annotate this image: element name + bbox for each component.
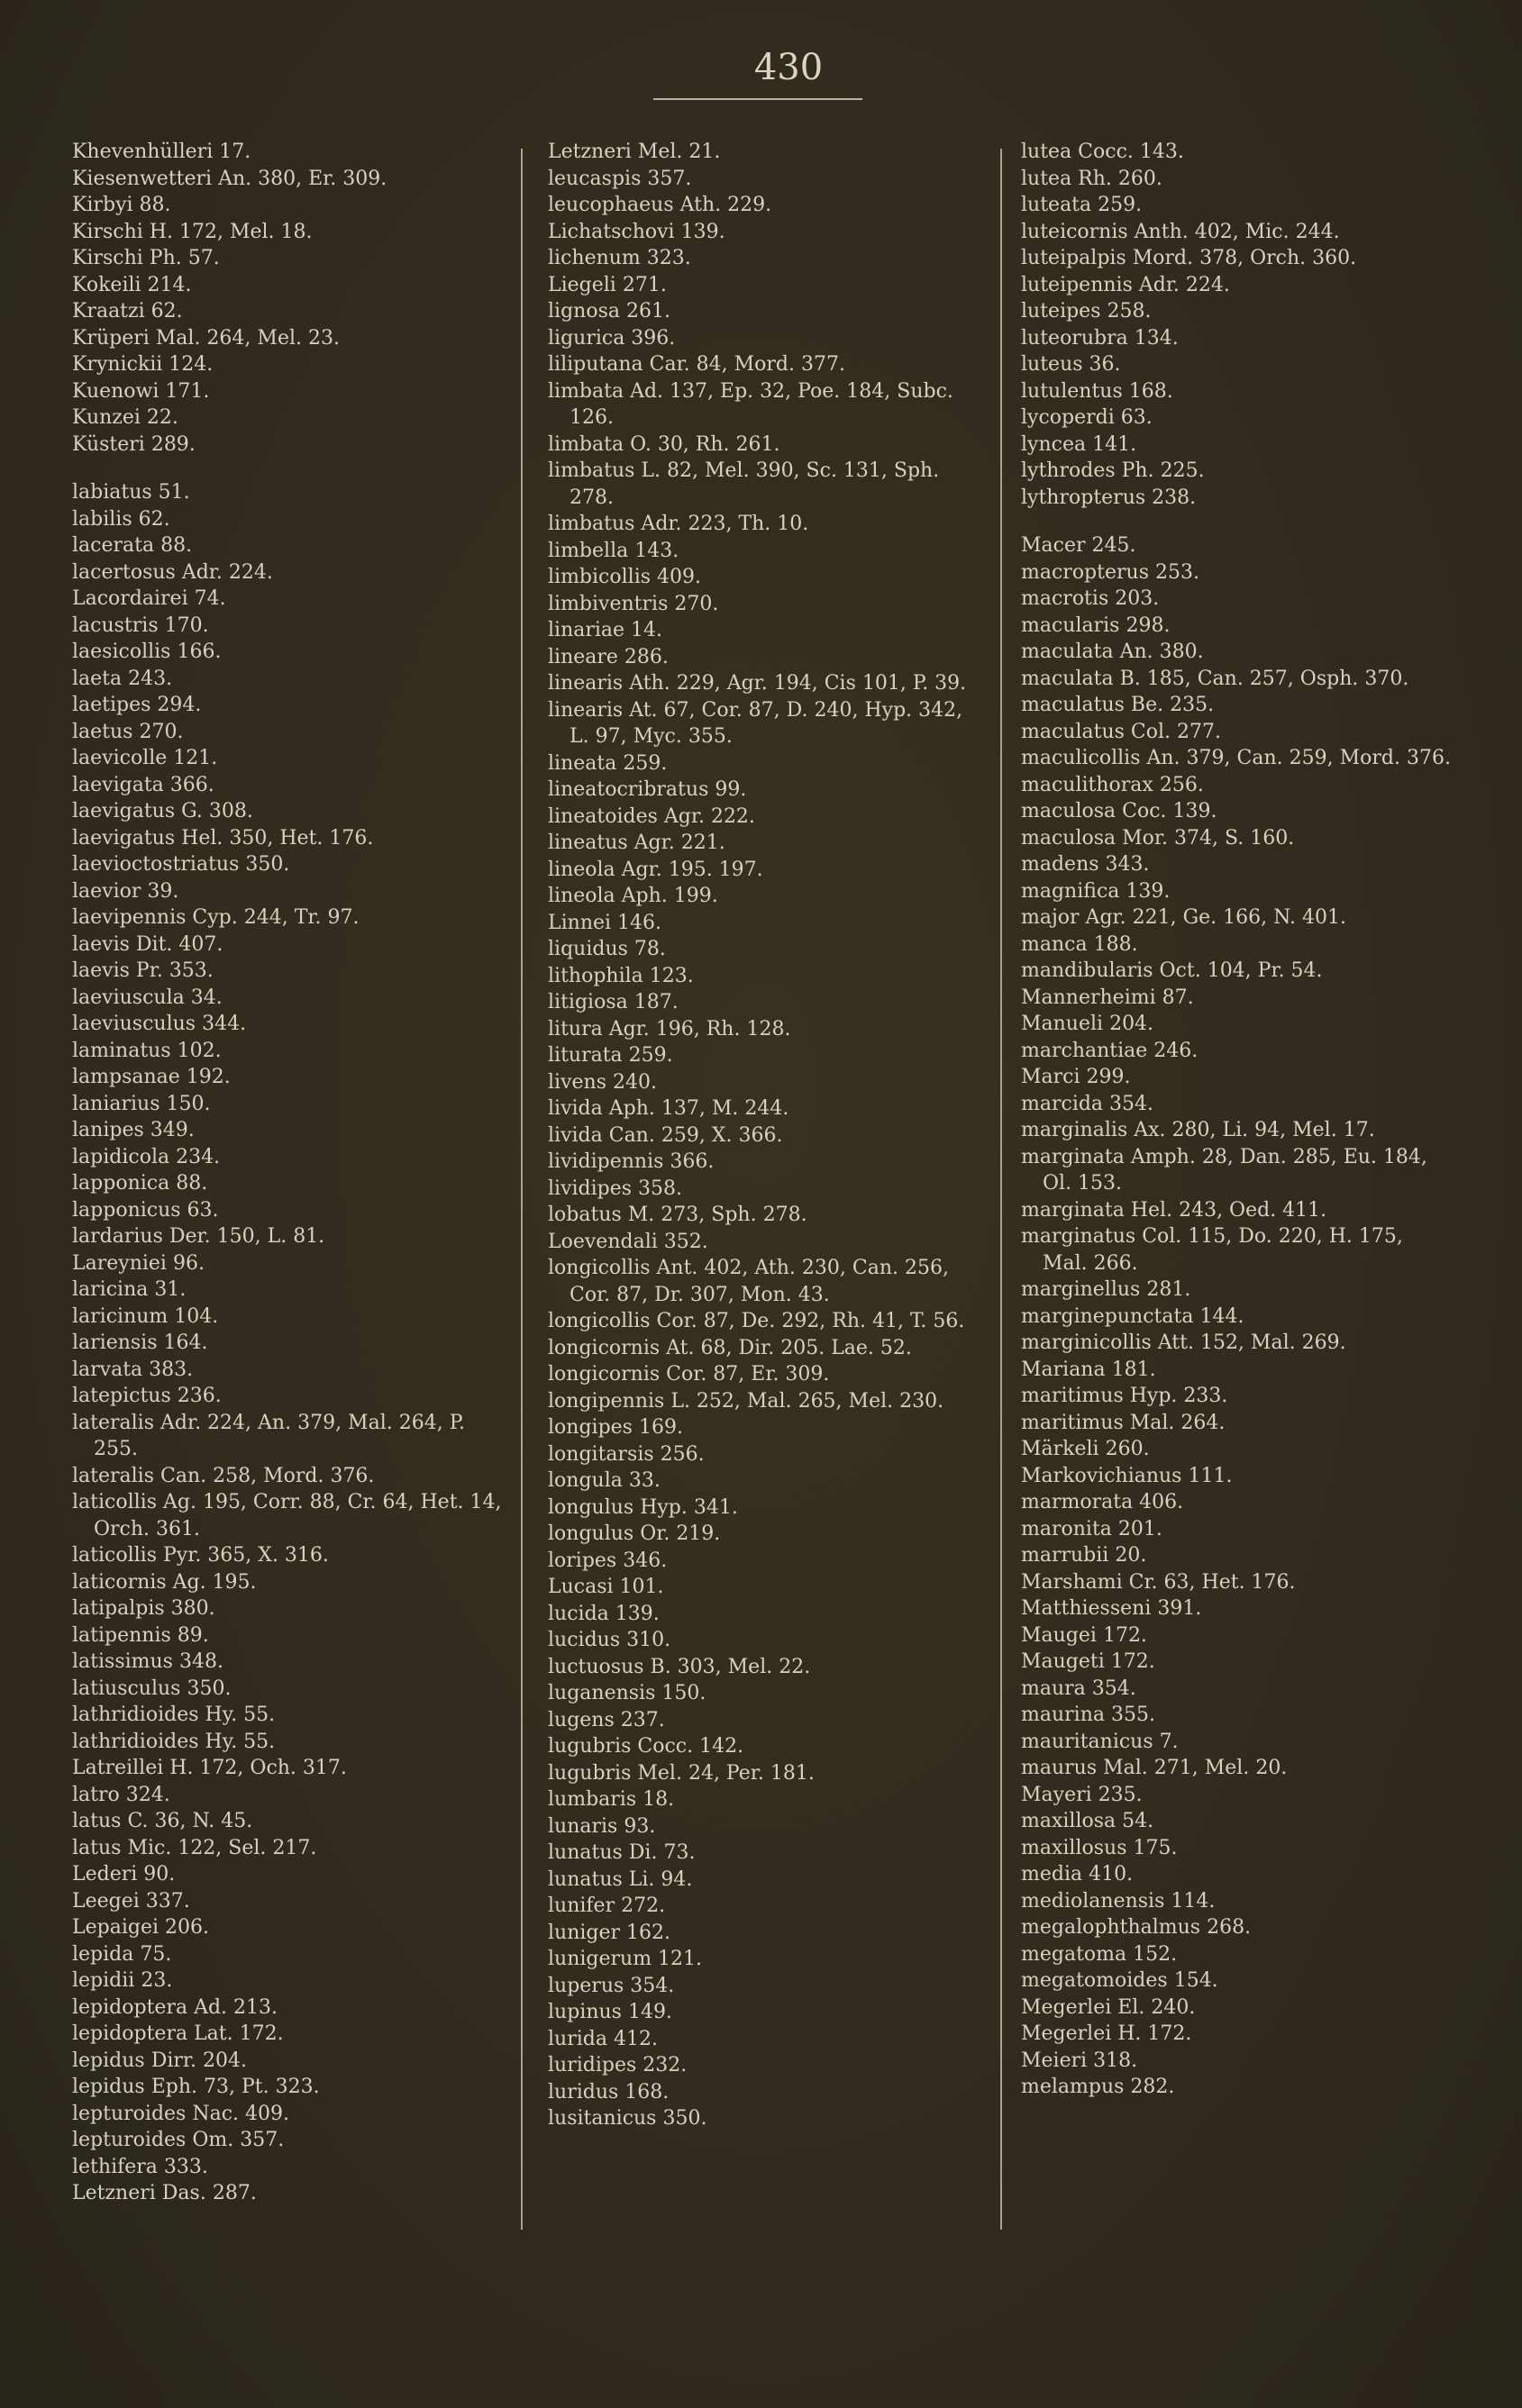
index-entry: lutea Cocc. 143. (1021, 141, 1184, 163)
index-entry: luteus 36. (1021, 353, 1121, 376)
index-entry: luteipes 258. (1021, 300, 1152, 323)
index-entry: Manueli 204. (1021, 1013, 1154, 1035)
index-entry: latiusculus 350. (72, 1677, 232, 1700)
index-entry: Marshami Cr. 63, Het. 176. (1021, 1570, 1296, 1594)
index-entry: laticollis Pyr. 365, X. 316. (72, 1544, 329, 1567)
index-entry: luniger 162. (548, 1921, 671, 1944)
index-entry: longulus Or. 219. (548, 1522, 721, 1545)
index-entry: laevior 39. (72, 879, 179, 903)
index-entry: marmorata 406. (1021, 1491, 1184, 1513)
index-entry: lunatus Li. 94. (548, 1867, 693, 1891)
index-entry: Leegei 337. (72, 1889, 190, 1913)
index-entry: luganensis 150. (548, 1682, 706, 1704)
index-entry: luteipalpis Mord. 378, Orch. 360. (1021, 247, 1357, 269)
index-entry: lutulentus 168. (1021, 379, 1173, 403)
index-entry: Kuenowi 171. (72, 379, 210, 403)
index-entry: Kirbyi 88. (72, 194, 171, 216)
index-entry: mauritanicus 7. (1021, 1730, 1179, 1753)
index-entry: lethifera 333. (72, 2155, 208, 2178)
index-entry: laeviuscula 34. (72, 986, 223, 1009)
index-entry: lathridioides Hy. 55. (72, 1730, 276, 1753)
index-entry: lurida 412. (548, 2027, 658, 2050)
index-entry: maculatus Col. 277. (1021, 720, 1221, 743)
index-entry: lepidus Dirr. 204. (72, 2049, 247, 2072)
index-entry: Mariana 181. (1021, 1358, 1156, 1381)
index-entry: livida Can. 259, X. 366. (548, 1123, 783, 1147)
index-entry: macropterus 253. (1021, 560, 1199, 584)
index-entry: Lareyniei 96. (72, 1251, 205, 1275)
index-entry: media 410. (1021, 1863, 1134, 1886)
index-entry: melampus 282. (1021, 2076, 1175, 2098)
index-entry: marrubii 20. (1021, 1544, 1147, 1567)
index-entry: maculata B. 185, Can. 257, Osph. 370. (1021, 667, 1409, 690)
index-entry: lepida 75. (72, 1942, 172, 1966)
index-entry: longitarsis 256. (548, 1442, 705, 1466)
index-entry: Kiesenwetteri An. 380, Er. 309. (72, 167, 387, 190)
index-entry: laevigatus Hel. 350, Het. 176. (72, 826, 374, 850)
index-entry: lathridioides Hy. 55. (72, 1704, 276, 1726)
index-entry: lampsanae 192. (72, 1066, 231, 1088)
index-entry: limbiventris 270. (548, 592, 719, 615)
index-entry: Kirschi Ph. 57. (72, 247, 220, 269)
index-entry: lupinus 149. (548, 2001, 672, 2023)
index-entry: marginicollis Att. 152, Mal. 269. (1021, 1331, 1346, 1354)
index-entry: magnifica 139. (1021, 879, 1171, 903)
index-entry: livida Aph. 137, M. 244. (548, 1097, 789, 1120)
index-entry: limbatus Adr. 223, Th. 10. (548, 513, 809, 535)
index-entry: maxillosa 54. (1021, 1810, 1154, 1832)
index-entry: Lacordairei 74. (72, 587, 226, 610)
index-entry: laricina 31. (72, 1278, 187, 1301)
index-entry: luridus 168. (548, 2080, 670, 2104)
index-entry: lythropterus 238. (1021, 486, 1197, 509)
index-entry: Kirschi H. 172, Mel. 18. (72, 220, 313, 243)
index-entry: Loevendali 352. (548, 1230, 708, 1253)
index-entry: mandibularis Oct. 104, Pr. 54. (1021, 959, 1323, 982)
index-entry: marginatus Col. 115, Do. 220, H. 175, Mal. 266. (1021, 1225, 1403, 1275)
index-entry: larvata 383. (72, 1358, 194, 1381)
index-entry: limbata O. 30, Rh. 261. (548, 432, 780, 456)
index-entry: latro 324. (72, 1783, 170, 1806)
index-entry: madens 343. (1021, 853, 1150, 876)
index-entry: Letzneri Mel. 21. (548, 141, 721, 163)
index-entry: Lichatschovi 139. (548, 220, 725, 243)
index-entry: marginata Hel. 243, Oed. 411. (1021, 1198, 1327, 1222)
index-entry: liturata 259. (548, 1044, 673, 1067)
index-entry: lignosa 261. (548, 300, 670, 323)
index-entry: linariae 14. (548, 619, 663, 641)
index-entry: luteicornis Anth. 402, Mic. 244. (1021, 220, 1340, 243)
index-entry: lividipennis 366. (548, 1150, 715, 1173)
index-entry: Kraatzi 62. (72, 300, 183, 323)
index-entry: luctuosus B. 303, Mel. 22. (548, 1655, 811, 1678)
index-entry: Kunzei 22. (72, 406, 178, 429)
index-entry: Megerlei El. 240. (1021, 1995, 1196, 2019)
index-entry: leucaspis 357. (548, 167, 692, 190)
index-entry: leucophaeus Ath. 229. (548, 194, 772, 216)
index-entry: laeviusculus 344. (72, 1013, 247, 1035)
index-entry: Liegeli 271. (548, 273, 667, 296)
index-entry: lariensis 164. (72, 1331, 208, 1354)
index-entry: lineare 286. (548, 645, 669, 668)
index-entry: maritimus Mal. 264. (1021, 1411, 1226, 1434)
index-entry: lineatocribratus 99. (548, 778, 747, 801)
index-entry: lichenum 323. (548, 247, 691, 269)
index-entry: lacerata 88. (72, 534, 193, 557)
index-entry: Mayeri 235. (1021, 1783, 1143, 1806)
index-entry: luridipes 232. (548, 2054, 688, 2076)
page-number: 430 (753, 47, 824, 88)
index-entry: lineola Aph. 199. (548, 885, 718, 907)
index-entry: laevioctostriatus 350. (72, 853, 290, 876)
index-entry: limbata Ad. 137, Ep. 32, Poe. 184, Subc. 126. (548, 379, 953, 429)
index-entry: Matthiesseni 391. (1021, 1597, 1202, 1620)
index-entry: liliputana Car. 84, Mord. 377. (548, 353, 845, 376)
index-entry: maculithorax 256. (1021, 773, 1204, 796)
index-entry: lugens 237. (548, 1708, 665, 1731)
index-entry: lepturoides Nac. 409. (72, 2102, 289, 2125)
index-entry: laevipennis Cyp. 244, Tr. 97. (72, 906, 360, 929)
index-entry: Letzneri Das. 287. (72, 2182, 257, 2204)
index-entry: marcida 354. (1021, 1092, 1154, 1115)
index-entry: longicollis Cor. 87, De. 292, Rh. 41, T. 56. (548, 1310, 965, 1332)
index-entry: lunatus Di. 73. (548, 1841, 696, 1864)
index-entry: lepidoptera Lat. 172. (72, 2022, 284, 2045)
index-entry: longicornis Cor. 87, Er. 309. (548, 1363, 830, 1386)
index-entry: laminatus 102. (72, 1039, 222, 1062)
index-entry: laetipes 294. (72, 694, 202, 716)
index-entry: Megerlei H. 172. (1021, 2022, 1192, 2045)
index-entry: maculicollis An. 379, Can. 259, Mord. 376. (1021, 747, 1451, 769)
index-entry: longicollis Ant. 402, Ath. 230, Can. 256, Cor. 87, Dr. 307, Mon. 43. (548, 1257, 949, 1306)
index-entry: labilis 62. (72, 507, 170, 531)
index-entry: longicornis At. 68, Dir. 205. Lae. 52. (548, 1336, 912, 1359)
index-entry: luteorubra 134. (1021, 326, 1179, 350)
index-entry: maurus Mal. 271, Mel. 20. (1021, 1757, 1288, 1779)
index-entry: mediolanensis 114. (1021, 1889, 1216, 1913)
index-entry: laevigatus G. 308. (72, 800, 253, 822)
index-entry: laesicollis 166. (72, 641, 222, 663)
index-entry: latus Mic. 122, Sel. 217. (72, 1836, 317, 1859)
index-entry: lineatus Agr. 221. (548, 831, 725, 854)
index-entry: Linnei 146. (548, 911, 662, 934)
index-entry: litigiosa 187. (548, 991, 679, 1013)
index-entry: Marci 299. (1021, 1066, 1131, 1088)
index-entry: macularis 298. (1021, 613, 1171, 637)
index-entry: lineatoides Agr. 222. (548, 804, 755, 828)
index-entry: marginata Amph. 28, Dan. 285, Eu. 184, Ol. 153. (1021, 1145, 1427, 1195)
index-entry: litura Agr. 196, Rh. 128. (548, 1017, 791, 1040)
index-entry: lanipes 349. (72, 1119, 195, 1141)
index-entry: laetus 270. (72, 720, 184, 743)
index-entry: latipennis 89. (72, 1623, 209, 1647)
index-entry: maurina 355. (1021, 1704, 1155, 1726)
index-entry: labiatus 51. (72, 481, 190, 504)
index-entry: megatomoides 154. (1021, 1969, 1218, 1992)
index-entry: macrotis 203. (1021, 587, 1160, 610)
index-entry: lapidicola 234. (72, 1145, 221, 1168)
index-entry: Khevenhülleri 17. (72, 141, 251, 163)
index-entry: Maugei 172. (1021, 1623, 1147, 1647)
index-entry: lunaris 93. (548, 1814, 656, 1838)
index-entry: Kokeili 214. (72, 273, 192, 296)
index-entry: lutea Rh. 260. (1021, 167, 1162, 190)
index-entry: loripes 346. (548, 1549, 668, 1572)
index-entry: maculosa Coc. 139. (1021, 800, 1217, 822)
index-entry: limbicollis 409. (548, 566, 701, 588)
index-entry: maxillosus 175. (1021, 1836, 1178, 1859)
index-entry: lapponica 88. (72, 1172, 208, 1195)
index-entry: luperus 354. (548, 1974, 675, 1997)
index-column-2 (548, 139, 980, 2132)
index-entry: Krynickii 124. (72, 353, 214, 376)
index-entry: lapponicus 63. (72, 1198, 219, 1222)
index-entry: latipalpis 380. (72, 1597, 215, 1620)
index-entry: lugubris Cocc. 142. (548, 1735, 744, 1758)
index-entry: lugubris Mel. 24, Per. 181. (548, 1761, 815, 1785)
index-entry: limbatus L. 82, Mel. 390, Sc. 131, Sph. 278. (548, 459, 940, 509)
index-entry: lunifer 272. (548, 1895, 666, 1917)
index-entry: lepidus Eph. 73, Pt. 323. (72, 2076, 320, 2098)
index-entry: megalophthalmus 268. (1021, 1916, 1252, 1939)
index-entry: maura 354. (1021, 1677, 1136, 1700)
index-entry: lardarius Der. 150, L. 81. (72, 1225, 325, 1248)
index-column-1 (72, 139, 505, 2207)
index-entry: latepictus 236. (72, 1385, 222, 1407)
index-entry: lacustris 170. (72, 613, 209, 637)
index-entry: lucidus 310. (548, 1629, 671, 1651)
index-entry: major Agr. 221, Ge. 166, N. 401. (1021, 906, 1346, 929)
index-column-3 (1021, 139, 1454, 2101)
index-entry: linearis At. 67, Cor. 87, D. 240, Hyp. 342, L. 97, Myc. 355. (548, 698, 963, 748)
index-entry: lateralis Adr. 224, An. 379, Mal. 264, P. 255. (72, 1411, 466, 1460)
index-entry: lateralis Can. 258, Mord. 376. (72, 1464, 375, 1487)
index-entry: luteata 259. (1021, 194, 1143, 216)
index-entry: laticornis Ag. 195. (72, 1570, 257, 1594)
index-entry: Markovichianus 111. (1021, 1464, 1233, 1487)
index-entry: liquidus 78. (548, 938, 666, 960)
index-entry: longipes 169. (548, 1416, 683, 1439)
index-entry: livens 240. (548, 1070, 657, 1094)
index-entry: luteipennis Adr. 224. (1021, 273, 1230, 296)
page-number-rule (653, 98, 862, 100)
index-entry: lineola Agr. 195. 197. (548, 858, 763, 881)
index-entry: maculata An. 380. (1021, 641, 1204, 663)
index-entry: marginalis Ax. 280, Li. 94, Mel. 17. (1021, 1119, 1375, 1141)
index-entry: lythrodes Ph. 225. (1021, 459, 1205, 482)
index-entry: lepidoptera Ad. 213. (72, 1995, 278, 2019)
index-entry: maronita 201. (1021, 1517, 1162, 1540)
index-entry: Macer 245. (1021, 534, 1136, 557)
index-entry: megatoma 152. (1021, 1942, 1178, 1966)
index-entry: Lucasi 101. (548, 1576, 664, 1598)
index-entry: limbella 143. (548, 539, 679, 562)
index-entry: lepidii 23. (72, 1969, 173, 1992)
index-entry: maculosa Mor. 374, S. 160. (1021, 826, 1295, 850)
index-entry: lineata 259. (548, 751, 668, 775)
column-divider (521, 149, 523, 2230)
index-entry: longulus Hyp. 341. (548, 1495, 738, 1519)
index-entry: linearis Ath. 229, Agr. 194, Cis 101, P. 39. (548, 672, 967, 695)
index-entry: laevicolle 121. (72, 747, 218, 769)
index-entry: laricinum 104. (72, 1304, 219, 1328)
index-entry: latissimus 348. (72, 1650, 223, 1673)
index-entry: lumbaris 18. (548, 1788, 675, 1811)
index-entry: lyncea 141. (1021, 432, 1137, 456)
index-entry: manca 188. (1021, 932, 1138, 956)
index-entry: Latreillei H. 172, Och. 317. (72, 1757, 347, 1779)
index-entry: Küsteri 289. (72, 432, 196, 456)
index-entry: marchantiae 246. (1021, 1039, 1198, 1062)
index-entry: laniarius 150. (72, 1092, 211, 1115)
index-entry: Krüperi Mal. 264, Mel. 23. (72, 326, 340, 350)
index-entry: lusitanicus 350. (548, 2107, 707, 2130)
index-entry: laevis Pr. 353. (72, 959, 214, 982)
index-entry: maculatus Be. 235. (1021, 694, 1215, 716)
index-entry: laeta 243. (72, 667, 173, 690)
index-entry: laticollis Ag. 195, Corr. 88, Cr. 64, Het. 14, Orch. 361. (72, 1491, 502, 1540)
index-entry: laevigata 366. (72, 773, 214, 796)
index-entry: marginellus 281. (1021, 1278, 1191, 1301)
index-entry: latus C. 36, N. 45. (72, 1810, 253, 1832)
column-divider (1000, 149, 1002, 2230)
index-entry: lycoperdi 63. (1021, 406, 1153, 429)
index-entry: Märkeli 260. (1021, 1438, 1150, 1460)
index-entry: laevis Dit. 407. (72, 932, 223, 956)
index-entry: Meieri 318. (1021, 2049, 1138, 2072)
index-entry: lacertosus Adr. 224. (72, 560, 273, 584)
index-entry: longula 33. (548, 1469, 661, 1492)
index-entry: lucida 139. (548, 1602, 660, 1625)
index-entry: Maugeti 172. (1021, 1650, 1155, 1673)
index-entry: lobatus M. 273, Sph. 278. (548, 1204, 807, 1226)
index-entry: longipennis L. 252, Mal. 265, Mel. 230. (548, 1389, 944, 1413)
index-entry: lithophila 123. (548, 964, 694, 987)
index-entry: Lederi 90. (72, 1863, 176, 1886)
index-entry: marginepunctata 144. (1021, 1304, 1244, 1328)
index-entry: lividipes 358. (548, 1177, 683, 1200)
index-entry: lepturoides Om. 357. (72, 2129, 285, 2151)
index-entry: lunigerum 121. (548, 1948, 703, 1970)
index-entry: Lepaigei 206. (72, 1916, 209, 1939)
index-entry: Mannerheimi 87. (1021, 986, 1194, 1009)
index-entry: maritimus Hyp. 233. (1021, 1385, 1228, 1407)
index-entry: ligurica 396. (548, 326, 676, 350)
